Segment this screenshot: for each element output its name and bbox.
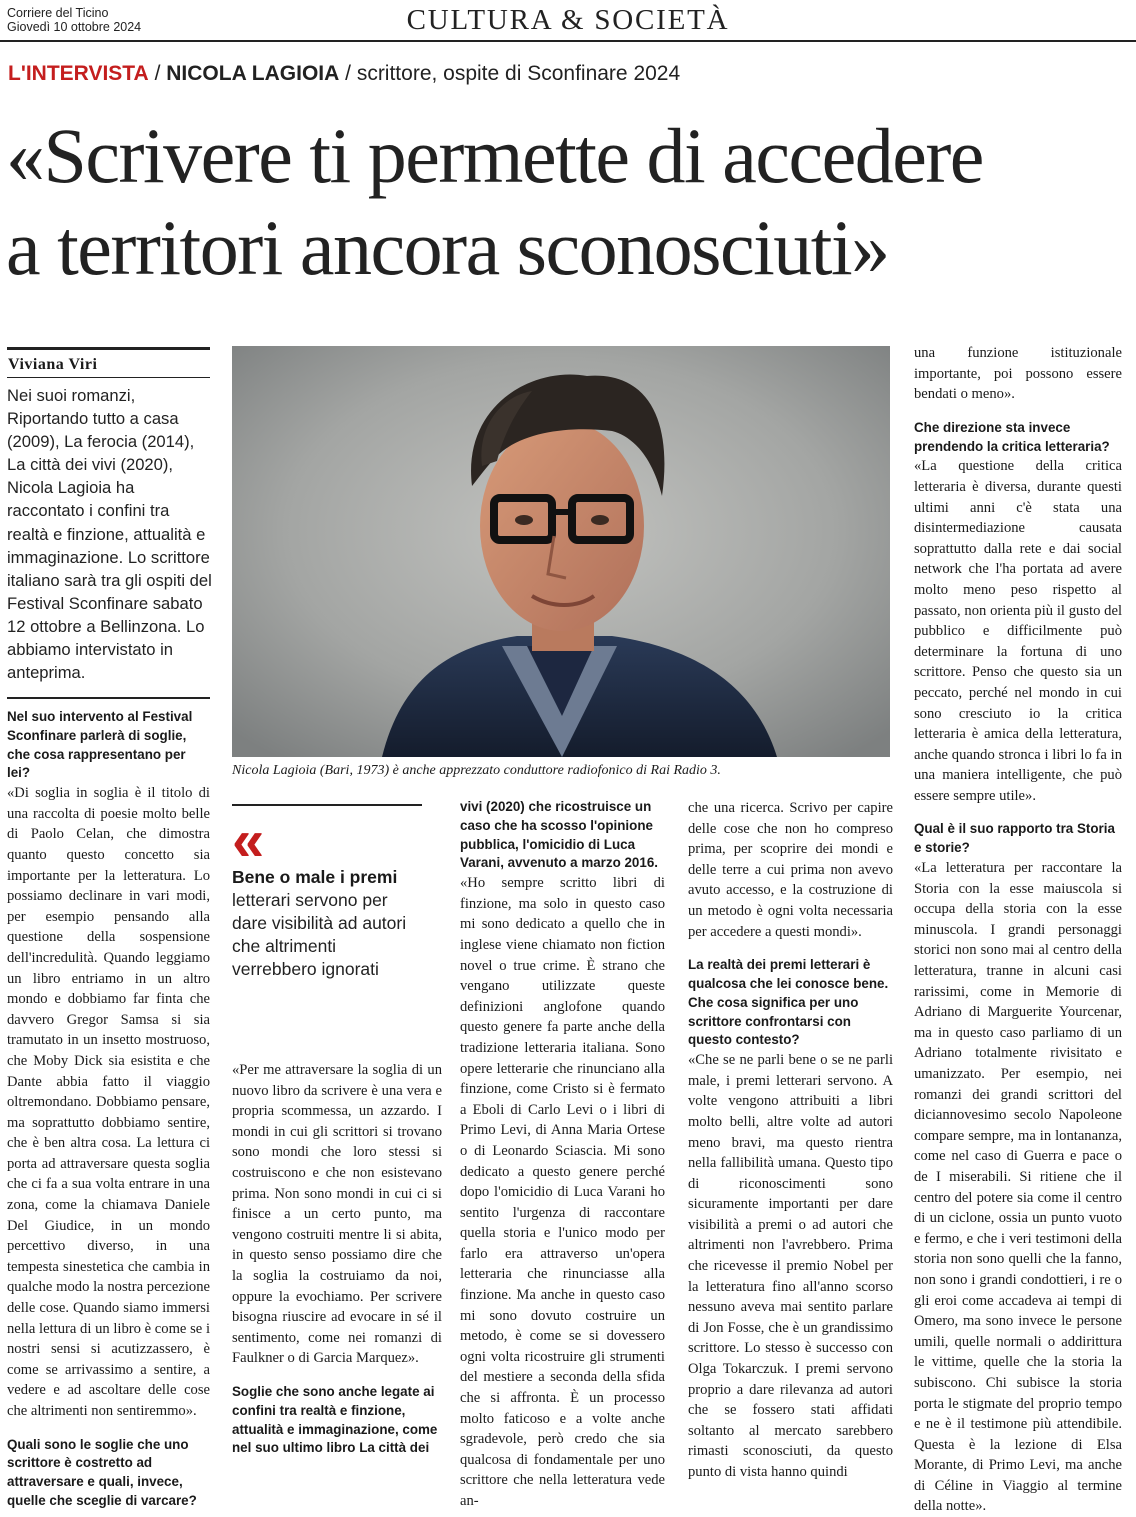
question-4: La realtà dei premi letterari è qualcosa che lei conosce bene. Che cosa significa per uno scrittore confrontarsi con questo contesto?: [688, 957, 889, 1048]
top-rule: [0, 40, 1136, 42]
issue-date: Giovedì 10 ottobre 2024: [7, 20, 142, 34]
pullquote-rule: [232, 804, 422, 806]
intro-text: Nei suoi romanzi, Riportando tutto a casa (2009), La ferocia (2014), La città dei vivi (2020), Nicola Lagioia ha raccontato i confini tra realtà e finzione, attualità e immaginazione. Lo scrittore italiano sarà tra gli ospiti del Festival Sconfinare sabato 12 ottobre a Bellinzona. Lo abbiamo intervistato in anteprima.: [7, 386, 212, 683]
headline: [6, 110, 1136, 294]
answer-3: «Ho sempre scritto libri di finzione, ma solo in questo caso mi sono dedicato a quello che in inglese viene chiamato non fiction novel o true crime. È strano che vengano utilizzate queste definizioni anglofone quando questo genere fa parte anche della tradizione letteraria italiana. Sono opere letterarie che rinunciano alla finzione, come Cristo si è fermato a Eboli di Carlo Levi o i libri di Primo Levi, di Anna Maria Ortese o di Leonardo Sciascia. Mi sono dedicato a questo genere perché dopo l'omicidio di Luca Varani ho sentito l'urgenza di raccontare quella storia e l'unico modo per farlo era attraverso un'opera letteraria che rinunciasse alla finzione. Ma anche in questo caso mi sono dovuto costruire un metodo, è come se si dovessero ogni volta ricostruire gli strumenti del mestiere a seconda della sfida che si affronta. È un processo molto faticoso e a volte anche sgradevole, però credo che sia qualcosa di fondamentale per uno scrittore che nella letteratura vede an-: [460, 875, 665, 1509]
answer-3-cont: che una ricerca. Scrivo per capire delle cose che non ho compreso prima, per scoprire dei mondi e delle terre a cui prima non avevo avuto accesso, e la costruzione di un metodo è ogni volta necessaria per accedere a questi mondi».: [688, 800, 893, 940]
pullquote-text: letterari servono per dare visibilità ad autori che altrimenti verrebbero ignorati: [232, 890, 407, 979]
question-3-cont: vivi (2020) che ricostruisce un caso che ha scosso l'opinione pubblica, l'omicidio di Luca Varani, avvenuto a marzo 2016.: [460, 799, 658, 871]
article-column-4: [688, 798, 893, 1483]
question-1: Nel suo intervento al Festival Sconfinare parlerà di soglie, che cosa rappresentano per lei?: [7, 709, 193, 781]
answer-2: «Per me attraversare la soglia di un nuovo libro da scrivere è una vera e propria scommessa, un azzardo. I mondi in cui gli scrittori si trovano sono mondi che loro stessi si costruiscono e che non esistevano prima. Non sono mondi in cui ci si finisce a un certo punto, ma vengono costruiti mentre li si abita, in questo senso possiamo dire che la soglia la costruiamo da noi, oppure la evochiamo. Per scrivere bisogna riuscire ad evocare in sé il sentimento, come nei romanzi di Faulkner o di Garcia Marquez».: [232, 1062, 442, 1367]
article-column-2: [232, 1060, 442, 1458]
question-5: Che direzione sta invece prendendo la critica letteraria?: [914, 419, 1110, 454]
question-3: Soglie che sono anche legate ai confini tra realtà e finzione, attualità e immaginazione, come nel suo ultimo libro La città dei: [232, 1383, 438, 1456]
kicker-sep: /: [148, 62, 167, 85]
pullquote-head: Bene o male i premi: [232, 867, 398, 887]
byline: Viviana Viri: [8, 356, 98, 373]
section-title: CULTURA & SOCIETÀ: [406, 4, 730, 36]
question-2: Quali sono le soglie che uno scrittore è costretto ad attraversare e quali, invece, quelle che sceglie di varcare?: [7, 1436, 197, 1508]
pullquote: [232, 808, 422, 981]
kicker-name: NICOLA LAGIOIA: [166, 62, 340, 85]
answer-1: «Di soglia in soglia è il titolo di una raccolta di poesie molto belle di Paolo Celan, che dimostra quanto questo concetto sia importante per la letteratura. Lo possiamo declinare in vari modi, per esempio pensando alla questione della sospensione dell'incredulità. Quando leggiamo un libro entriamo in un altro mondo e dobbiamo far finta che davvero Gregor Samsa si sia tramutato in un insetto mostruoso, che Moby Dick sia esistita e che Dante abbia fatto il viaggio oltremondano. Dobbiamo pensare, ma soprattutto dobbiamo sentire, che è ben altra cosa. La lettura ci porta ad attraversare questa soglia che ci fa a sua volta entrare in una zona, come la chiamava Daniele Del Giudice, in un mondo percettivo diverso, in una tempesta sinestetica che cambia in qualche modo la nostra percezione delle cose. Quando siamo immersi nella lettura di un libro è come se i nostri sensi si acutizzassero, è come se arrivassimo a sentire, a vedere e ad ascoltare delle cose che altrimenti non sentiremmo».: [7, 785, 210, 1419]
intro-rule: [7, 697, 210, 699]
article-column-5: [914, 343, 1122, 1517]
answer-4: «Che se ne parli bene o se ne parli male, i premi letterari servono. A volte vengono attribuiti a libri molto belli, altre volte ad autori meno bravi, ma questo rientra nella fallibilità umana. Questo tipo di riconoscimenti sono sicuramente importanti per dare visibilità a premi o ad autori che altrimenti non l'avrebbero. Prima che ricevesse il premio Nobel per la letteratura fino all'anno scorso nessuno aveva mai sentito parlare di Jon Fosse, che è un grandissimo scrittore. Lo stesso è successo con Olga Tokarczuk. I premi servono proprio a dare rilevanza ad autori che se fossero stati affidati soltanto al mercato sarebbero rimasti sconosciuti, da questo punto di vista hanno quindi: [688, 1052, 893, 1481]
headline-line-2: a territori ancora sconosciuti»: [6, 204, 889, 291]
answer-4-cont: una funzione istituzionale importante, poi possono essere bendati o meno».: [914, 345, 1122, 403]
answer-5: «La questione della critica letteraria è diversa, durante questi ultimi anni c'è stata una disintermediazione causata soprattutto dalla rete e dai social network che l'ha portata ad avere molto meno peso rispetto al passato, non orienta più il gusto del pubblico e difficilmente può determinare la fortuna di uno scrittore. Penso che questo sia un peccato, perché nel mondo in cui sono cresciuto io la critica letteraria è amica della letteratura, anche quando stronca i libri lo fa in una maniera intelligente, che può essere sempre utile».: [914, 458, 1122, 804]
newspaper-name: Corriere del Ticino: [7, 6, 109, 20]
article-column-3: [460, 798, 665, 1512]
byline-rule: [7, 347, 210, 350]
kicker-label: L'INTERVISTA: [8, 62, 149, 85]
kicker-desc: scrittore, ospite di Sconfinare 2024: [356, 62, 681, 85]
quote-mark-icon: «: [232, 808, 255, 873]
photo-caption: Nicola Lagioia (Bari, 1973) è anche apprezzato conduttore radiofonico di Rai Radio 3.: [232, 763, 721, 778]
question-6: Qual è il suo rapporto tra Storia e storie?: [914, 821, 1115, 856]
article-column-1: [7, 708, 210, 1511]
headline-line-1: «Scrivere ti permette di accedere: [6, 112, 983, 199]
byline-rule-bottom: [7, 377, 210, 378]
kicker-sep: /: [339, 62, 357, 85]
kicker: [8, 62, 680, 86]
author-photo: [232, 346, 890, 757]
answer-6: «La letteratura per raccontare la Storia con la esse maiuscola si occupa della storia con la esse minuscola. I grandi personaggi storici non sono mai al centro della letteratura, tranne in alcuni casi rarissimi, come in Memorie di Adriano di Marguerite Yourcenar, ma in questo caso parliamo di un Adriano totalmente rivisitato e umanizzato. Per esempio, nei romanzi dei grandi scrittori del diciannovesimo secolo Napoleone compare sempre, ma in lontananza, come nel caso di Guerra e pace o de I miserabili. Si ritiene che il centro del potere sia come il centro di un ciclone, ossia un punto vuoto e fermo, e che i veri testimoni della storia non sono quelli che la fanno, non sono i grandi condottieri, i re o gli eroi come accadeva ai tempi di Omero, ma sono invece le persone umili, quelle normali o addirittura le vittime, quelle che la storia la subiscono. Chi subisce la storia porta le stigmate del proprio tempo e ne è il testimone più attendibile. Questa è la lezione di Elsa Morante, di Primo Levi, ma anche di Céline in Viaggio al termine della notte».: [914, 860, 1122, 1515]
